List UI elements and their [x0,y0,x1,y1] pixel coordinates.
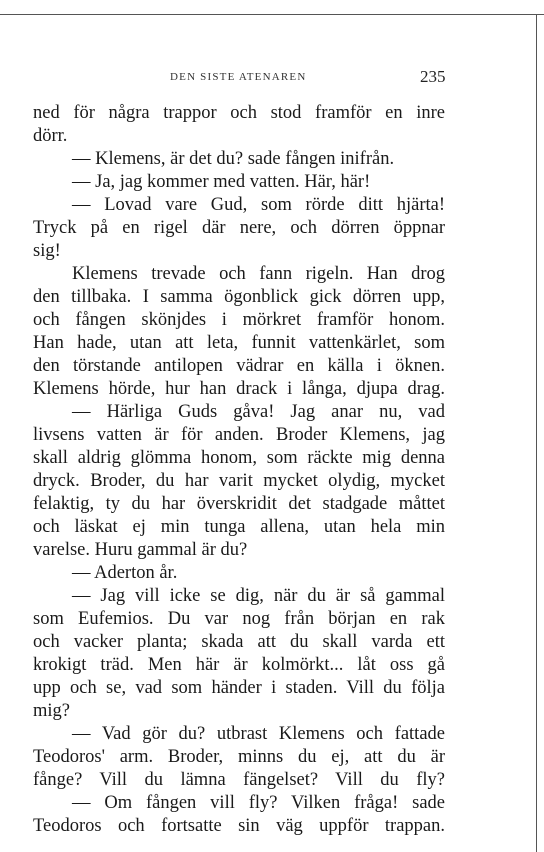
text-line: Klemens trevade och fann rigeln. Han drog [72,264,445,284]
text-line: Tryck på en rigel där nere, och dörren öppnar [33,218,445,238]
text-line: — Aderton år. [72,563,178,583]
text-line: livsens vatten är för anden. Broder Klemens, jag [33,425,445,445]
text-line: — Jag vill icke se dig, när du är så gammal [72,586,445,606]
text-line: Teodoros' arm. Broder, minns du ej, att du är [33,747,445,767]
text-line: dryck. Broder, du har varit mycket olydig, mycket [33,471,445,491]
text-line: mig? [33,701,70,721]
text-line: den törstande antilopen vädrar en källa i öknen. [33,356,445,376]
text-line: — Lovad vare Gud, som rörde ditt hjärta! [72,195,445,215]
text-line: den tillbaka. I samma ögonblick gick dörren upp, [33,287,445,307]
text-line: — Om fången vill fly? Vilken fråga! sade [72,793,445,813]
text-line: och vacker planta; skada att du skall varda ett [33,632,445,652]
text-line: och läskat ej min tunga allena, utan hela min [33,517,445,537]
page-number: 235 [420,67,446,86]
text-line: — Klemens, är det du? sade fången inifrån. [72,149,395,169]
body-text [33,102,445,838]
right-border-rule [536,14,537,852]
text-line: — Ja, jag kommer med vatten. Här, här! [72,172,371,192]
text-line: krokigt träd. Men här är kolmörkt... låt oss gå [33,655,445,675]
text-line: Teodoros och fortsatte sin väg uppför trappan. [33,816,445,836]
text-line: och fången skönjdes i mörkret framför honom. [33,310,445,330]
text-line: upp och se, vad som händer i staden. Vill du följa [33,678,445,698]
text-line: Klemens hörde, hur han drack i långa, djupa drag. [33,379,445,399]
text-line: varelse. Huru gammal är du? [33,540,248,560]
text-line: — Vad gör du? utbrast Klemens och fattade [72,724,445,744]
text-line: sig! [33,241,61,261]
running-head: DEN SISTE ATENAREN [170,71,307,83]
text-line: ned för några trappor och stod framför en inre [33,103,445,123]
text-line: som Eufemios. Du var nog från början en rak [33,609,445,629]
text-line: skall aldrig glömma honom, som räckte mig denna [33,448,445,468]
text-line: dörr. [33,126,68,146]
top-border-rule [0,14,544,15]
text-line: — Härliga Guds gåva! Jag anar nu, vad [72,402,445,422]
text-line: felaktig, ty du har överskridit det stadgade måttet [33,494,445,514]
text-line: Han hade, utan att leta, funnit vattenkärlet, som [33,333,445,353]
text-line: fånge? Vill du lämna fängelset? Vill du fly? [33,770,445,790]
